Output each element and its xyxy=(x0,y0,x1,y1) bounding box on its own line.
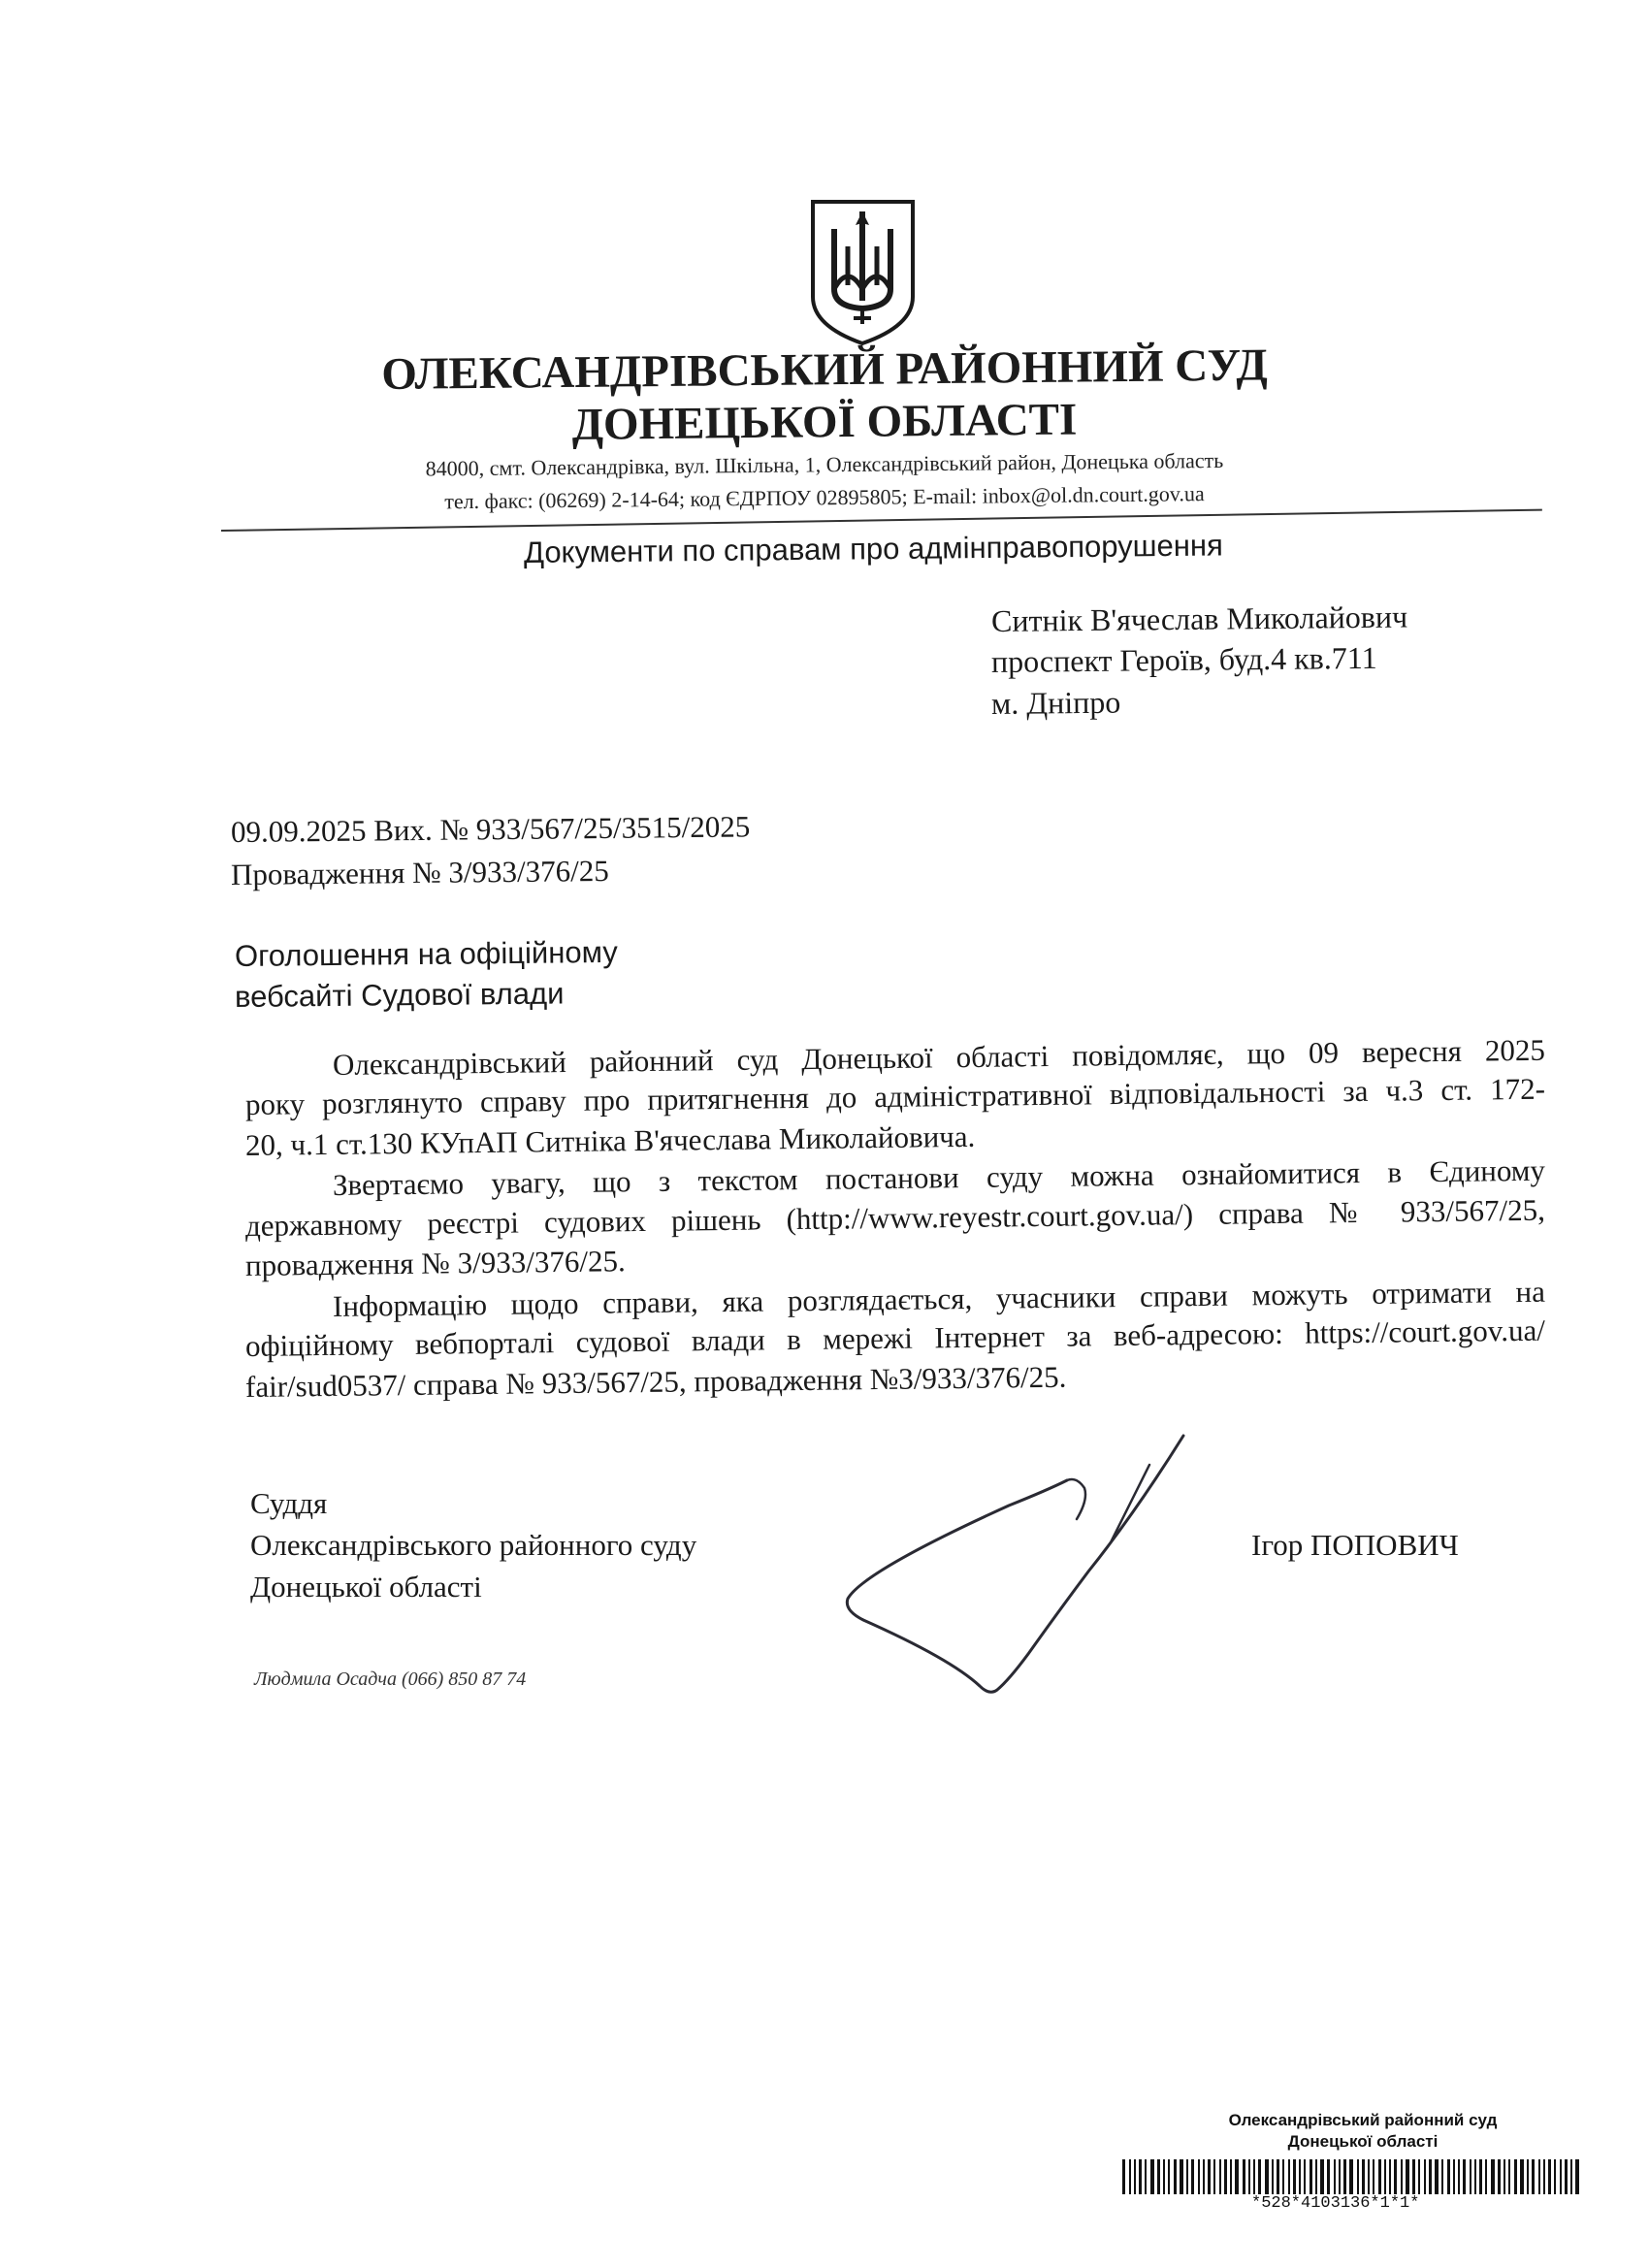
barcode-bar xyxy=(1343,2159,1346,2194)
judge-name: Ігор ПОПОВИЧ xyxy=(1251,1528,1459,1562)
barcode-bar xyxy=(1491,2159,1495,2194)
barcode-bar xyxy=(1150,2159,1154,2194)
barcode-bar xyxy=(1458,2159,1460,2194)
barcode-bar xyxy=(1527,2159,1529,2194)
barcode-bar xyxy=(1565,2159,1568,2194)
court-name-line-1: ОЛЕКСАНДРІВСЬКИЙ РАЙОННИЙ СУД xyxy=(381,340,1268,401)
stamp-court-name: Олександрівський районний суд xyxy=(1228,2111,1498,2129)
barcode-number: *528*4103136*1*1* xyxy=(1251,2194,1420,2213)
barcode-bar xyxy=(1394,2159,1397,2194)
barcode-bar xyxy=(1339,2159,1341,2194)
barcode-bar xyxy=(1554,2159,1556,2194)
barcode-bar xyxy=(1198,2159,1200,2194)
barcode-bar xyxy=(1277,2159,1279,2194)
barcode-bar xyxy=(1191,2159,1194,2194)
barcode-bar xyxy=(1163,2159,1165,2194)
executor-contact: Людмила Осадча (066) 850 87 74 xyxy=(254,1669,527,1690)
barcode-bar xyxy=(1532,2159,1535,2194)
subject-line-1: Оголошення на офіційному xyxy=(234,934,618,973)
barcode-bar xyxy=(1389,2159,1391,2194)
barcode-bar xyxy=(1219,2159,1221,2194)
barcode-bar xyxy=(1327,2159,1330,2194)
barcode-bar xyxy=(1145,2159,1147,2194)
barcode-bar xyxy=(1334,2159,1336,2194)
barcode-bar xyxy=(1479,2159,1482,2194)
barcode-bar xyxy=(1174,2159,1177,2194)
body-line: Олександрівський районний суд Донецької області повідомляє, що 09 вересня 2025 xyxy=(332,1032,1546,1082)
barcode-bar xyxy=(1378,2159,1381,2194)
body-line: fair/sud0537/ справа № 933/567/25, провадження №3/933/376/25. xyxy=(244,1359,1067,1404)
barcode-bar xyxy=(1447,2159,1450,2194)
barcode-bar xyxy=(1320,2159,1324,2194)
barcode-bar xyxy=(1474,2159,1476,2194)
barcode-bar xyxy=(1520,2159,1524,2194)
signer-region: Донецької області xyxy=(250,1570,482,1604)
barcode-bar xyxy=(1543,2159,1545,2194)
outgoing-number: 09.09.2025 Вих. № 933/567/25/3515/2025 xyxy=(230,809,751,849)
barcode-bar xyxy=(1258,2159,1261,2194)
barcode-bar xyxy=(1139,2159,1142,2194)
barcode-bar xyxy=(1230,2159,1232,2194)
court-name-line-2: ДОНЕЦЬКОЇ ОБЛАСТІ xyxy=(571,394,1078,450)
barcode-bar xyxy=(1504,2159,1505,2194)
barcode-bar xyxy=(1470,2159,1471,2194)
recipient-street: проспект Героїв, буд.4 кв.711 xyxy=(990,639,1377,679)
barcode-bar xyxy=(1315,2159,1317,2194)
stamp-region: Донецької області xyxy=(1287,2132,1439,2151)
barcode-bar xyxy=(1357,2159,1359,2194)
body-line: провадження № 3/933/376/25. xyxy=(244,1244,626,1282)
barcode-bar xyxy=(1349,2159,1353,2194)
barcode-bar xyxy=(1441,2159,1443,2194)
barcode-bar xyxy=(1235,2159,1239,2194)
barcode-bar xyxy=(1224,2159,1227,2194)
signer-court: Олександрівського районного суду xyxy=(250,1528,697,1562)
body-line: року розглянуто справу про притягнення до адміністративної відповідальності за ч.3 ст. 172- xyxy=(244,1071,1546,1121)
barcode-bar xyxy=(1168,2159,1170,2194)
body-line: Інформацію щодо справи, яка розглядається, учасники справи можуть отримати на xyxy=(332,1274,1546,1323)
subject-line-2: вебсайті Судової влади xyxy=(234,976,565,1014)
barcode-bar xyxy=(1253,2159,1255,2194)
barcode-icon xyxy=(1120,2159,1586,2194)
handwritten-signature-icon xyxy=(834,1426,1203,1717)
barcode-bar xyxy=(1368,2159,1370,2194)
barcode-bar xyxy=(1203,2159,1205,2194)
barcode-bar xyxy=(1429,2159,1432,2194)
body-line: Звертаємо увагу, що з текстом постанови суду можна ознайомитися в Єдиному xyxy=(332,1152,1546,1202)
body-line: офіційному вебпорталі судової влади в мережі Інтернет за веб-адресою: https://court.gov.ua/ xyxy=(244,1312,1546,1363)
recipient-name: Ситнік В'ячеслав Миколайович xyxy=(990,599,1408,638)
barcode-bar xyxy=(1384,2159,1386,2194)
barcode-bar xyxy=(1304,2159,1306,2194)
barcode-bar xyxy=(1129,2159,1131,2194)
barcode-bar xyxy=(1401,2159,1403,2194)
barcode-bar xyxy=(1435,2159,1439,2194)
document-type: Документи по справам про адмінправопорушення xyxy=(523,528,1223,569)
barcode-bar xyxy=(1538,2159,1540,2194)
barcode-bar xyxy=(1157,2159,1160,2194)
barcode-bar xyxy=(1186,2159,1188,2194)
barcode-bar xyxy=(1548,2159,1551,2194)
barcode-bar xyxy=(1373,2159,1374,2194)
barcode-bar xyxy=(1299,2159,1301,2194)
body-line: 20, ч.1 ст.130 КУпАП Ситніка В'ячеслава Миколайовича. xyxy=(244,1118,976,1162)
recipient-city: м. Дніпро xyxy=(990,684,1121,721)
barcode-bar xyxy=(1362,2159,1365,2194)
signer-title: Суддя xyxy=(250,1486,328,1520)
barcode-bar xyxy=(1248,2159,1250,2194)
barcode-bar xyxy=(1265,2159,1269,2194)
barcode-bar xyxy=(1406,2159,1409,2194)
barcode-bar xyxy=(1485,2159,1487,2194)
barcode-bar xyxy=(1575,2159,1579,2194)
barcode-bar xyxy=(1122,2159,1125,2194)
barcode-bar xyxy=(1560,2159,1562,2194)
barcode-bar xyxy=(1498,2159,1501,2194)
court-address: 84000, смт. Олександрівка, вул. Шкільна, 1, Олександрівський район, Донецька область xyxy=(425,447,1224,481)
trident-emblem-icon xyxy=(807,196,919,347)
barcode-bar xyxy=(1208,2159,1211,2194)
barcode-bar xyxy=(1453,2159,1455,2194)
barcode-bar xyxy=(1293,2159,1296,2194)
barcode-bar xyxy=(1288,2159,1290,2194)
barcode-bar xyxy=(1418,2159,1420,2194)
barcode-bar xyxy=(1243,2159,1245,2194)
barcode-bar xyxy=(1180,2159,1183,2194)
barcode-bar xyxy=(1134,2159,1136,2194)
barcode-bar xyxy=(1508,2159,1510,2194)
body-line: державному реєстрі судових рішень (http://www.reyestr.court.gov.ua/) справа № 933/567/25, xyxy=(244,1192,1546,1243)
court-contacts: тел. факс: (06269) 2-14-64; код ЄДРПОУ 02895805; E-mail: inbox@ol.dn.court.gov.ua xyxy=(444,481,1205,514)
barcode-bar xyxy=(1282,2159,1284,2194)
barcode-bar xyxy=(1272,2159,1274,2194)
barcode-bar xyxy=(1463,2159,1466,2194)
barcode-bar xyxy=(1412,2159,1415,2194)
barcode-bar xyxy=(1514,2159,1517,2194)
barcode-bar xyxy=(1424,2159,1426,2194)
barcode-bar xyxy=(1570,2159,1572,2194)
proceeding-number: Провадження № 3/933/376/25 xyxy=(230,853,609,891)
barcode-bar xyxy=(1310,2159,1312,2194)
barcode-bar xyxy=(1213,2159,1215,2194)
